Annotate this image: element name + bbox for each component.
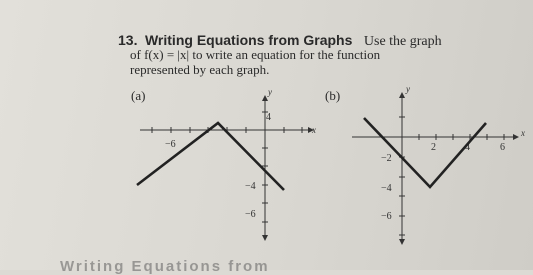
problem-text-line3: represented by each graph. <box>130 62 270 77</box>
problem-title: Writing Equations from Graphs <box>144 32 353 48</box>
graph-b-y-arrow-up <box>399 92 405 98</box>
graph-a <box>137 87 316 241</box>
next-section-heading-partial: Writing Equations from <box>60 258 270 275</box>
graph-b-x-tick-label: 6 <box>500 142 505 153</box>
part-a-label: (a) <box>131 88 146 103</box>
graph-b-x-axis-name: x <box>521 128 525 138</box>
graph-b-y-tick-label: −2 <box>381 153 392 164</box>
graph-b-x-arrow <box>513 134 519 140</box>
graph-a-y-tick-label: −6 <box>245 209 256 220</box>
part-b-label: (b) <box>325 88 341 103</box>
problem-number: 13. <box>118 32 138 48</box>
graph-b-y-tick-label: −6 <box>381 211 392 222</box>
graph-a-y-tick-label: −4 <box>245 181 256 192</box>
problem-text-line1: Use the graph <box>363 34 442 49</box>
graph-a-curve <box>137 123 284 190</box>
graph-a-x-axis-name: x <box>312 125 316 135</box>
graph-b <box>352 84 525 245</box>
graph-b-y-arrow-down <box>399 239 405 245</box>
graph-b-y-axis-name: y <box>406 84 410 94</box>
graph-b-x-tick-label: 2 <box>431 142 436 153</box>
graph-b-y-tick-label: −4 <box>381 183 392 194</box>
graph-a-y-tick-label: 4 <box>266 112 271 123</box>
graph-a-y-axis-name: y <box>268 87 272 97</box>
graph-a-y-arrow-down <box>262 235 268 241</box>
graph-b-x-tick-label: 4 <box>465 142 470 153</box>
graph-a-x-tick-label: −6 <box>165 139 176 150</box>
problem-text-line2: of f(x) = |x| to write an equation for the function <box>130 47 381 62</box>
